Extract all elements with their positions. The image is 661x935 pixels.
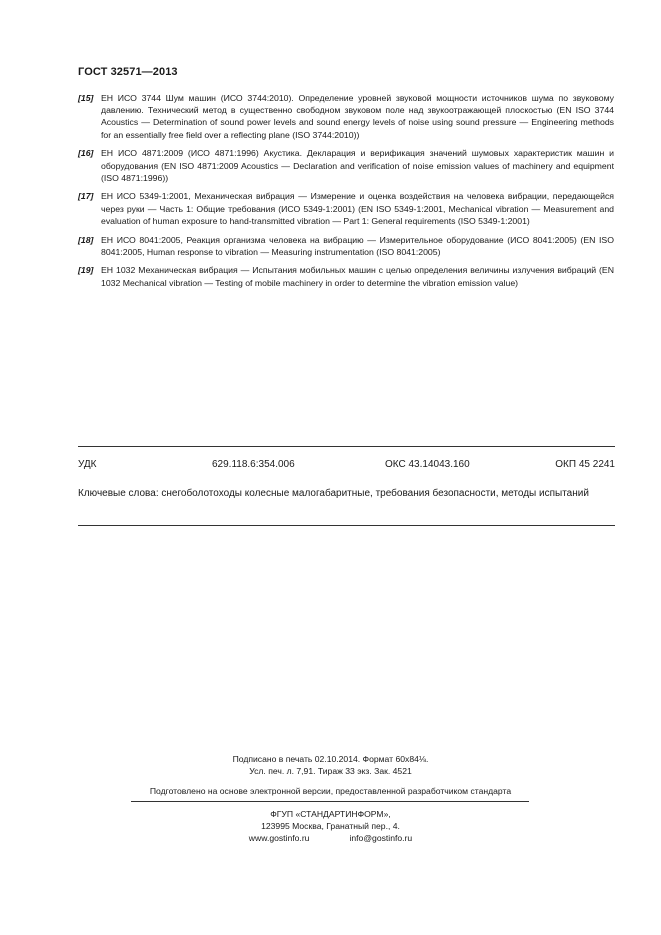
print-sheets-info: Усл. печ. л. 7,91. Тираж 33 экз. Зак. 4521 xyxy=(249,766,412,776)
udk-value: 629.118.6:354.006 xyxy=(212,459,295,470)
bibliography-number: [17] xyxy=(78,191,94,202)
email-link[interactable]: info@gostinfo.ru xyxy=(349,833,413,843)
bibliography-entry xyxy=(78,234,614,258)
divider-bottom xyxy=(78,525,615,526)
bibliography-text: ЕН 1032 Механическая вибрация — Испытания мобильных машин с целью определения величины излучения вибраций (EN 1032 Mechanical vibration — Testing of mobile machinery in order to determine the vibration emission value) xyxy=(101,265,614,288)
bibliography-text: ЕН ИСО 8041:2005, Реакция организма человека на вибрацию — Измерительное оборудование (ИСО 8041:2005) (EN ISO 8041:2005, Human response to vibration — Measuring instrumentation (ISO 8041:2005) xyxy=(101,234,614,257)
publisher-address: 123995 Москва, Гранатный пер., 4. xyxy=(261,821,400,831)
divider-imprint xyxy=(131,801,529,802)
publisher-info xyxy=(0,808,661,844)
bibliography-entry xyxy=(78,190,614,227)
bibliography-text: ЕН ИСО 4871:2009 (ИСО 4871:1996) Акустика. Декларация и верификация значений шумовых характеристик машин и оборудования (EN ISO 4871:2009 Acoustics — Declaration and verification of noise emission values of machinery and equipment (ISO 4871:1996)) xyxy=(101,148,614,183)
bibliography-text: ЕН ИСО 5349-1:2001, Механическая вибрация — Измерение и оценка воздействия на человека вибрации, передающейся через руки — Часть 1: Общие требования (ИСО 5349-1:2001) (EN ISO 5349-1:2001, Mechanical vibration — Measurement and evaluation of human exposure to hand-transmitted vibration — Part 1: General requirements (ISO 5349-1:2001) xyxy=(101,191,614,226)
classification-row xyxy=(78,459,615,473)
bibliography-number: [19] xyxy=(78,265,94,276)
page-header-title: ГОСТ 32571—2013 xyxy=(78,66,178,78)
publisher-name: ФГУП «СТАНДАРТИНФОРМ», xyxy=(270,809,391,819)
udk-label: УДК xyxy=(78,459,97,470)
bibliography-number: [15] xyxy=(78,93,94,103)
publisher-contacts xyxy=(0,832,661,844)
bibliography-number: [16] xyxy=(78,148,94,159)
website-link[interactable]: www.gostinfo.ru xyxy=(248,833,310,843)
signed-to-print: Подписано в печать 02.10.2014. Формат 60х84⅛. xyxy=(232,754,429,764)
print-info xyxy=(0,753,661,777)
keywords-text: Ключевые слова: снегоболотоходы колесные малогабаритные, требования безопасности, методы испытаний xyxy=(78,488,589,499)
okp-code: ОКП 45 2241 xyxy=(555,459,615,470)
prepared-text: Подготовлено на основе электронной версии, предоставленной разработчиком стандарта xyxy=(149,786,512,796)
bibliography-entry xyxy=(78,92,614,141)
bibliography-number: [18] xyxy=(78,234,94,245)
oks-code: ОКС 43.14043.160 xyxy=(385,459,470,470)
bibliography-list xyxy=(78,92,614,295)
prepared-note xyxy=(0,785,661,797)
bibliography-entry xyxy=(78,264,614,288)
bibliography-text: ЕН ИСО 3744 Шум машин (ИСО 3744:2010). Определение уровней звуковой мощности источников шума по звуковому давлению. Технический метод в существенно свободном звуковом поле над звукоотражающей плоскостью (EN ISO 3744 Acoustics — Determination of sound power levels and sound energy levels of noise using sound pressure — Engineering methods for an essentially free field over a reflecting plane (ISO 3744:2010)) xyxy=(101,93,614,140)
bibliography-entry xyxy=(78,147,614,184)
divider-top xyxy=(78,446,615,447)
